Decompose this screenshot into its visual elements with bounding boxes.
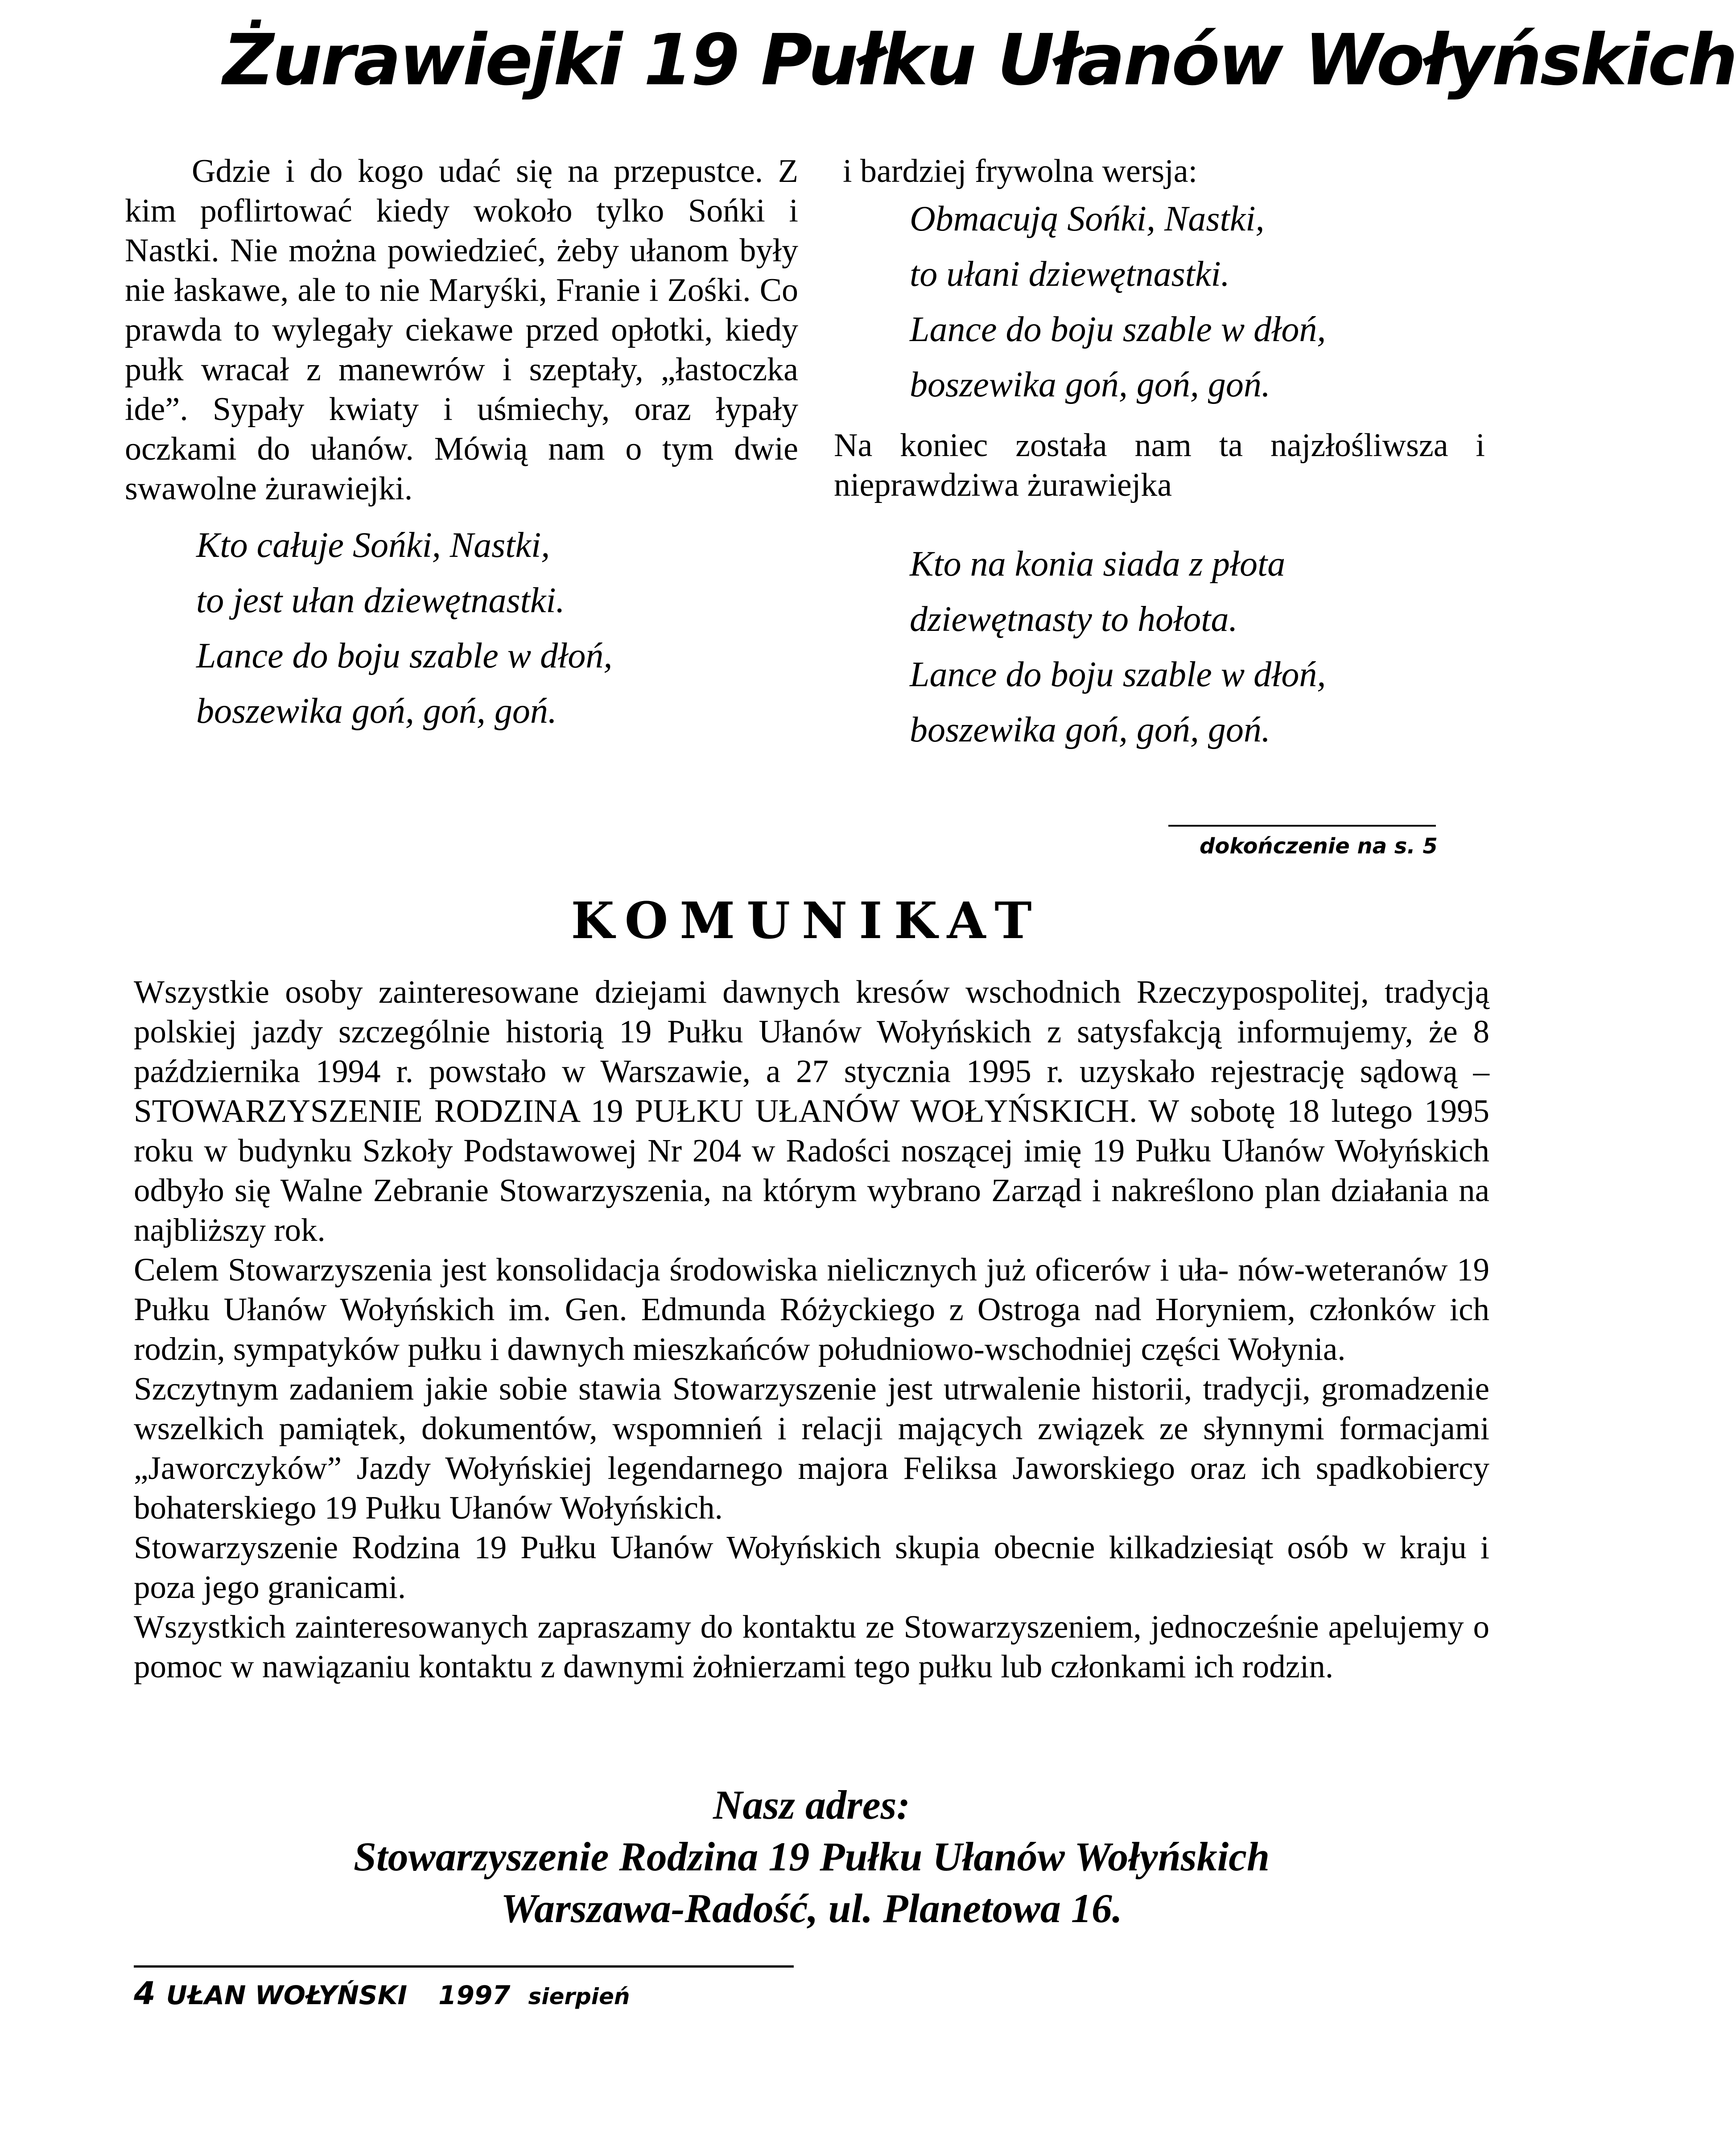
page-number: 4 — [134, 1975, 156, 2012]
article-title: Żurawiejki 19 Pułku Ułanów Wołyńskich — [223, 19, 1736, 101]
verse-line: Kto całuje Sońki, Nastki, — [196, 526, 550, 565]
address-heading: Nasz adres: — [713, 1782, 911, 1828]
verse-line: boszewika goń, goń, goń. — [910, 365, 1270, 404]
issue-month: sierpień — [528, 1984, 630, 2009]
verse-line: Obmacują Sońki, Nastki, — [910, 199, 1265, 239]
verse-line: to ułani dziewętnastki. — [910, 255, 1230, 294]
left-column — [125, 152, 798, 739]
verse-2 — [910, 191, 1480, 412]
version-intro: i bardziej frywolna wersja: — [843, 153, 1198, 189]
komunikat-body — [134, 972, 1489, 1686]
komunikat-paragraph: Celem Stowarzyszenia jest konsolidacja środowiska nielicznych już oficerów i uła- nów-weteranów 19 Pułku Ułanów Wołyńskich im. Gen. Edmunda Różyckiego z Ostroga nad Horyniem, członków ich rodzin, sympatyków pułku i dawnych mieszkańców południowo-wschodniej części Wołynia. — [134, 1252, 1489, 1367]
verse-line: Lance do boju szable w dłoń, — [910, 655, 1326, 694]
komunikat-heading: KOMUNIKAT — [571, 892, 1043, 950]
page-footer — [134, 1975, 630, 2012]
address-line: Warszawa-Radość, ul. Planetowa 16. — [501, 1886, 1122, 1931]
final-verse-intro: Na koniec została nam ta najzłośliwsza i nieprawdziwa żurawiejka — [834, 427, 1485, 503]
footer-rule — [134, 1965, 794, 1968]
right-column — [834, 152, 1485, 758]
verse-line: dziewętnasty to hołota. — [910, 600, 1238, 639]
continuation-note: dokończenie na s. 5 — [1200, 834, 1438, 859]
verse-line: Kto na konia siada z płota — [910, 544, 1286, 584]
verse-line: to jest ułan dziewętnastki. — [196, 581, 565, 620]
komunikat-paragraph: Stowarzyszenie Rodzina 19 Pułku Ułanów Wołyńskich skupia obecnie kilkadziesiąt osób w kraju i poza jego granicami. — [134, 1529, 1489, 1605]
continuation-rule — [1168, 825, 1436, 827]
verse-line: Lance do boju szable w dłoń, — [196, 636, 613, 675]
intro-paragraph: Gdzie i do kogo udać się na przepustce. Z kim poflirtować kiedy wokoło tylko Sońki i Nastki. Nie można powiedzieć, żeby ułanom były nie łaskawe, ale to nie Maryśki, Franie i Zośki. Co prawda to wylegały ciekawe przed opłotki, kiedy pułk wracał z manewrów i szeptały, „łastoczka ide”. Sypały kwiaty i uśmiechy, oraz łypały oczkami do ułanów. Mówią nam o tym dwie swawolne żurawiejki. — [125, 153, 798, 507]
verse-3 — [910, 536, 1480, 758]
verse-line: Lance do boju szable w dłoń, — [910, 310, 1326, 349]
verse-line: boszewika goń, goń, goń. — [910, 710, 1270, 749]
address-block — [134, 1779, 1489, 1934]
address-line: Stowarzyszenie Rodzina 19 Pułku Ułanów Wołyńskich — [353, 1834, 1270, 1879]
publication-name: UŁAN WOŁYŃSKI — [166, 1980, 408, 2010]
verse-line: boszewika goń, goń, goń. — [196, 692, 557, 731]
komunikat-paragraph: Wszystkie osoby zainteresowane dziejami dawnych kresów wschodnich Rzeczypospolitej, tradycją polskiej jazdy szczególnie historią 19 Pułku Ułanów Wołyńskich z satysfakcją informujemy, że 8 października 1994 r. powstało w Warszawie, a 27 stycznia 1995 r. uzyskało rejestrację sądową – STOWARZYSZENIE RODZINA 19 PUŁKU UŁANÓW WOŁYŃSKICH. W sobotę 18 lutego 1995 roku w budynku Szkoły Podstawowej Nr 204 w Radości noszącej imię 19 Pułku Ułanów Wołyńskich odbyło się Walne Zebranie Stowarzyszenia, na którym wybrano Zarząd i nakreślono plan działania na najbliższy rok. — [134, 974, 1489, 1248]
verse-1 — [196, 518, 798, 739]
komunikat-paragraph: Szczytnym zadaniem jakie sobie stawia Stowarzyszenie jest utrwalenie historii, tradycji, gromadzenie wszelkich pamiątek, dokumentów, wspomnień i relacji mających związek ze słynnymi formacjami „Jaworczyków” Jazdy Wołyńskiej legendarnego majora Feliksa Jaworskiego oraz ich spadkobiercy bohaterskiego 19 Pułku Ułanów Wołyńskich. — [134, 1371, 1489, 1526]
komunikat-paragraph: Wszystkich zainteresowanych zapraszamy do kontaktu ze Stowarzyszeniem, jednocześnie apelujemy o pomoc w nawiązaniu kontaktu z dawnymi żołnierzami tego pułku lub członkami ich rodzin. — [134, 1609, 1489, 1684]
issue-year: 1997 — [438, 1980, 511, 2010]
